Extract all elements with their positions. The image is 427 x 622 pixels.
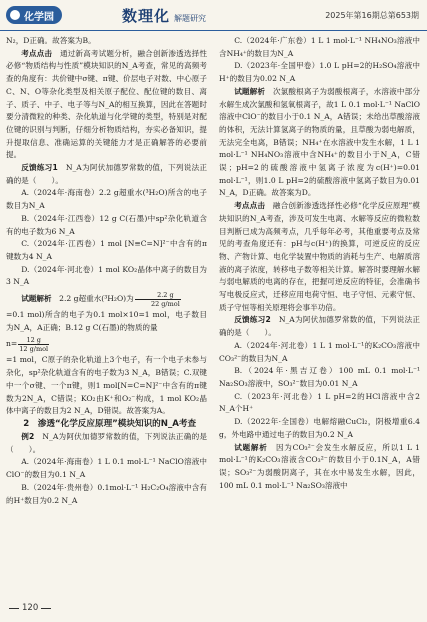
paragraph: N₂，D正确。故答案为B。 <box>6 36 96 45</box>
option-d: D.（2022年·全国卷）电解熔融CuCl₂，阴极增重6.4 g，外电路中通过电子的数目为0.2 N_A <box>219 417 420 439</box>
logo-text: 化学园 <box>24 11 54 23</box>
option-c: C.（2023年·河北卷）1 L pH=2的HCl溶液中含2 N_A个H⁺ <box>219 391 420 414</box>
page-header <box>0 0 427 31</box>
solution-text: 2.2 g超重水(³H₂O)为 <box>59 294 134 304</box>
exercise-label: 反馈练习2 <box>234 315 271 325</box>
magazine-title: 数理化 <box>122 6 171 25</box>
example-text: N_A为阿伏加德罗常数的值，下列说法正确的是（ ）。 <box>6 431 207 454</box>
solution-text: 次氯酸根离子为弱酸根离子，水溶液中部分水解生成次氯酸和氢氧根离子，故1 L 0.1 mol·L⁻¹ NaClO溶液中ClO⁻的数目小于0.1 N_A，A错误；未给出草酸溶液的体积，无法计算氢离子的物质的量，且草酸为弱电解质，无法完全电离，B错误；NH₄⁺在水溶液中发生水解，1 L 1 mol·L⁻¹ NH₄NO₃溶液中含NH₄⁺的数目小于N_A，C错误；pH=2的硫酸溶液中氢离子浓度为c(H⁺)=0.01 mol·L⁻¹，则1.0 L pH=2的硫酸溶液中氢离子数目为0.01 N_A，D正确。故答案为D。 <box>219 86 421 198</box>
option-a: A.（2024年·海南卷）2.2 g超重水(³H₂O)所含的电子数目为N_A <box>6 188 207 211</box>
option-a: A.（2024年·河北卷）1 L 1 mol·L⁻¹的K₂CO₃溶液中CO₃²⁻的数目为N_A <box>219 340 420 363</box>
option-d: D.（2023年·全国甲卷）1.0 L pH=2的H₂SO₄溶液中H⁺的数目为0.02 N_A <box>219 61 420 84</box>
key-point-text: 融合创新渗透选择性必修“化学反应原理”模块知识的N_A考查，涉及可发生电离、水解等反应的微粒数目判断已成为高频考点，几乎每年必考，其他重要考点及常见的考查角度还有：pH与c(H⁺)的换算，可逆反应的反应物、产物计算、电化学装置中物质的消耗与生产、电解质溶液的离子浓度，转移电子数等相关计算。解答时要理解水解与弱电解质的电离的存在，把握可逆反应的特征，会准确书写电极反应式，迁移应用电荷守恒、电子守恒、元素守恒、质子守恒等相关原理将会事半功倍。 <box>219 201 421 312</box>
solution-paragraph <box>6 289 207 309</box>
key-point-text: 通过新高考试题分析，融合创新渗透选择性必修“物质结构与性质”模块知识的N_A考查，常见的高频考查的角度有：共价键中σ键、π键、价层电子对数、中心原子C、N、O等杂化类型及相关原子配位、配位键的数目、离子、质子、中子、电子等与N_A的相互换算，因此在答题时要分清微粒的种类、杂化轨道与化学键的类型，特别是对配位键的识别与判断，仔细分析物质结构，夯实必备知识，提升提取信息、准确运算的关键能力才是正确解答的必要前提。 <box>6 48 208 160</box>
right-column <box>219 35 420 492</box>
divider <box>9 608 19 609</box>
numerator: 2.2 g <box>135 291 181 300</box>
key-point-label: 考点点击 <box>21 48 53 58</box>
solution-paragraph <box>219 442 420 493</box>
denominator: 22 g/mol <box>150 299 180 308</box>
option-d: D.（2024年·河北卷）1 mol KO₂晶体中离子的数目为3 N_A <box>6 264 207 287</box>
solution-label: 试题解析 <box>234 442 268 452</box>
solution-paragraph <box>219 86 420 200</box>
example-label: 例2 <box>21 431 35 441</box>
fraction <box>135 291 181 308</box>
exercise-text: N_A为阿伏加德罗常数的值，下列说法正确的是（ ）。 <box>6 163 207 185</box>
left-column <box>6 35 207 507</box>
divider <box>41 608 51 609</box>
solution-text: =1 mol，C原子的杂化轨道上3个电子，有一个电子未参与杂化，sp²杂化轨道含有的电子数为3 N_A，B错误；C.双键中一个σ键、一个π键，则1 mol[N=C=N]²⁻中含有的π键数为2N_A，C错误；KO₂由K⁺和O₂⁻构成，1 mol KO₂晶体中离子的数目为2 N_A，D错误。故答案为A。 <box>6 355 207 416</box>
flask-icon <box>10 10 20 20</box>
solution-label: 试题解析 <box>21 294 52 304</box>
page-number-text: 120 <box>22 603 39 613</box>
exercise-label: 反馈练习1 <box>21 163 58 173</box>
exercise-2-stem <box>219 314 420 339</box>
option-b: B.（2024年·贵州卷）0.1mol·L⁻¹ H₂C₂O₄溶液中含有的H⁺数目为0.2 N_A <box>6 482 207 505</box>
column-logo <box>6 6 62 24</box>
option-b: B.（2024年·江西卷）12 g C(石墨)中sp²杂化轨道含有的电子数为6 N_A <box>6 213 207 236</box>
solution-text: 因为CO₃²⁻会发生水解反应，所以1 L 1 mol·L⁻¹的K₂CO₃溶液含CO₃²⁻的数目小于0.1N_A，A错误；SO₃²⁻为弱酸阴离子，其在水中易发生水解，因此，100 mL 0.1 mol·L⁻¹ Na₂SO₃溶液中 <box>219 442 421 490</box>
option-c: C.（2024年·江西卷）1 mol [N≡C=N]²⁻中含有的π键数为4 N_A <box>6 239 207 261</box>
exercise-1-stem <box>6 162 207 187</box>
solution-formula <box>6 334 207 354</box>
option-c: C.（2024年·广东卷）1 L 1 mol·L⁻¹ NH₄NO₃溶液中含NH₄⁺的数目为N_A <box>219 36 420 58</box>
example-2-stem <box>6 431 207 456</box>
fraction <box>18 336 49 353</box>
page-number <box>6 603 54 613</box>
option-b: B.（2024年·黑吉辽卷）100 mL 0.1 mol·L⁻¹ Na₂SO₃溶液中，SO₃²⁻数目为0.01 N_A <box>219 366 420 388</box>
magazine-subtitle: 解题研究 <box>174 13 207 23</box>
issue-info: 2025年第16期总第653期 <box>325 10 419 20</box>
key-point-paragraph <box>219 200 420 314</box>
option-a: A.（2024年·海南卷）1 L 0.1 mol·L⁻¹ NaClO溶液中ClO⁻的数目为0.1 N_A <box>6 457 207 480</box>
solution-text: =0.1 mol)所含的电子为0.1 mol×10=1 mol，电子数目为N_A，A正确；B.12 g C(石墨)的物质的量 <box>6 310 207 332</box>
exercise-text: N_A为阿伏加德罗常数的值，下列说法正确的是（ ）。 <box>219 315 420 338</box>
key-point-label: 考点点击 <box>234 201 266 211</box>
solution-label: 试题解析 <box>234 86 266 96</box>
numerator: 12 g <box>18 336 49 345</box>
denominator: 12 g/mol <box>19 344 49 353</box>
formula-prefix: n= <box>6 339 18 349</box>
key-point-paragraph <box>6 48 207 162</box>
section-heading: 2 渗透“化学反应原理”模块知识的N_A考查 <box>23 418 197 429</box>
